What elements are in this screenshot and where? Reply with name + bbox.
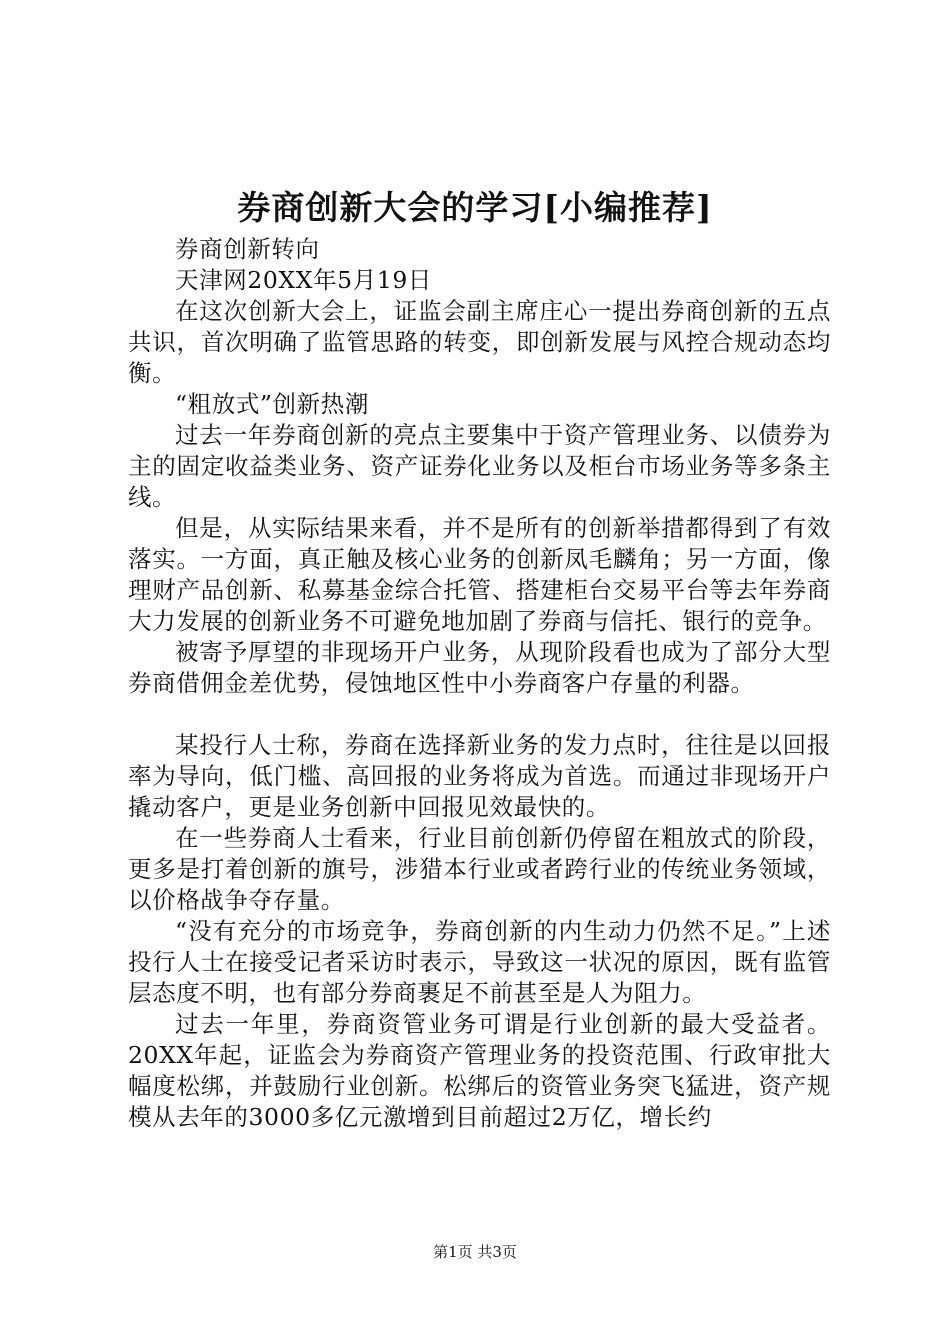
dateline: 天津网20XX年5月19日: [175, 266, 433, 294]
document-body: [128, 234, 831, 1133]
paragraph: 在这次创新大会上，证监会副主席庄心一提出券商创新的五点共识，首次明确了监管思路的转变，即创新发展与风控合规动态均衡。: [128, 297, 831, 387]
paragraph: 过去一年券商创新的亮点主要集中于资产管理业务、以债券为主的固定收益类业务、资产证券化业务以及柜台市场业务等多条主线。: [128, 421, 831, 511]
section-heading: “粗放式”创新热潮: [175, 390, 369, 418]
paragraph: 但是，从实际结果来看，并不是所有的创新举措都得到了有效落实。一方面，真正触及核心业务的创新凤毛麟角；另一方面，像理财产品创新、私募基金综合托管、搭建柜台交易平台等去年券商大力发展的创新业务不可避免地加剧了券商与信托、银行的竞争。: [128, 514, 831, 635]
page-footer: 第1页 共3页: [433, 1243, 517, 1261]
paragraph: 某投行人士称，券商在选择新业务的发力点时，往往是以回报率为导向，低门槛、高回报的业务将成为首选。而通过非现场开户撬动客户，更是业务创新中回报见效最快的。: [128, 731, 831, 821]
paragraph: 在一些券商人士看来，行业目前创新仍停留在粗放式的阶段，更多是打着创新的旗号，涉猎本行业或者跨行业的传统业务领域，以价格战争夺存量。: [128, 824, 831, 914]
paragraph: 过去一年里，券商资管业务可谓是行业创新的最大受益者。20XX年起，证监会为券商资产管理业务的投资范围、行政审批大幅度松绑，并鼓励行业创新。松绑后的资管业务突飞猛进，资产规模从去年的3000多亿元激增到目前超过2万亿，增长约: [128, 1010, 831, 1131]
subtitle: 券商创新转向: [175, 235, 320, 263]
paragraph: 被寄予厚望的非现场开户业务，从现阶段看也成为了部分大型券商借佣金差优势，侵蚀地区性中小券商客户存量的利器。: [128, 638, 831, 697]
blank-line: [128, 699, 831, 730]
document-title: 券商创新大会的学习[小编推荐]: [237, 188, 713, 227]
paragraph: “没有充分的市场竞争，券商创新的内生动力仍然不足。”上述投行人士在接受记者采访时表示，导致这一状况的原因，既有监管层态度不明，也有部分券商裹足不前甚至是人为阻力。: [128, 917, 831, 1007]
